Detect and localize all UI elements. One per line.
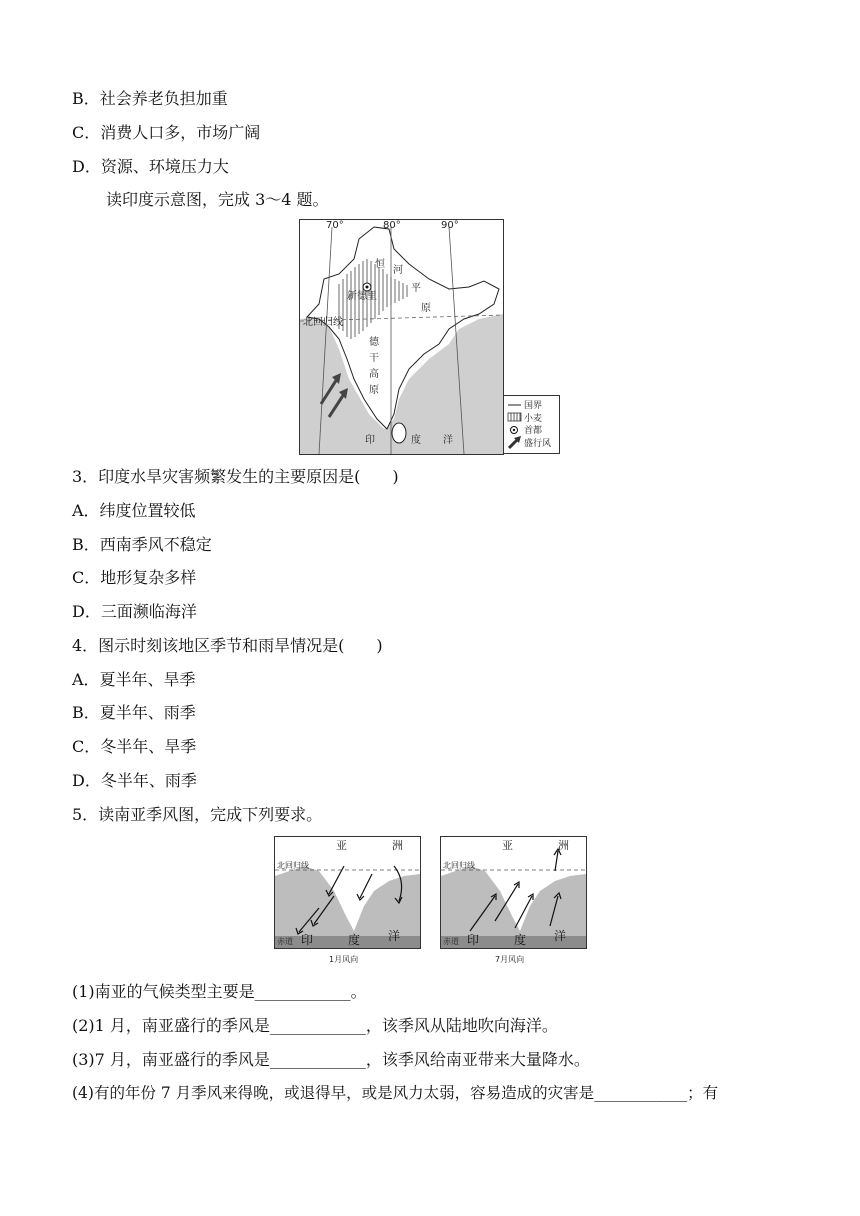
plateau-char-3: 高 <box>369 369 379 380</box>
ocean-char-2: 度 <box>411 435 421 446</box>
tropic-label: 北回归线 <box>443 861 475 870</box>
asia-char-2: 洲 <box>558 839 569 852</box>
legend-wheat: 小麦 <box>524 414 543 424</box>
question-5-3: (3)7 月，南亚盛行的季风是____________，该季风给南亚带来大量降水。 <box>72 1050 590 1069</box>
q3-option-b: B．西南季风不稳定 <box>72 535 212 554</box>
legend-border: 国界 <box>524 401 543 411</box>
map-intro: 读印度示意图，完成 3～4 题。 <box>106 190 329 209</box>
ocean-char-1: 印 <box>301 933 314 947</box>
equator-label: 赤道 <box>443 937 459 946</box>
ocean-char-2: 度 <box>514 933 527 947</box>
q4-option-a: A．夏半年、旱季 <box>72 670 196 689</box>
plain-char-2: 河 <box>393 265 403 276</box>
ocean-char-2: 度 <box>348 933 361 947</box>
q3-option-c: C．地形复杂多样 <box>72 568 197 587</box>
wheat-legend-icon <box>508 413 521 421</box>
equator-label: 赤道 <box>277 937 293 946</box>
monsoon-map-july <box>440 836 588 966</box>
q3-option-d: D．三面濒临海洋 <box>72 602 197 621</box>
legend-capital: 首都 <box>524 426 543 436</box>
india-map-figure <box>299 219 561 455</box>
ocean-char-3: 洋 <box>388 929 401 943</box>
q4-option-d: D．冬半年、雨季 <box>72 771 197 790</box>
plain-char-3: 平 <box>411 283 421 294</box>
caption-january: 1月风向 <box>329 955 359 964</box>
asia-char-2: 洲 <box>392 839 403 852</box>
map-legend <box>504 396 560 454</box>
ocean-char-3: 洋 <box>443 435 453 446</box>
longitude-80-label: 80° <box>383 220 401 231</box>
asia-char-1: 亚 <box>502 839 513 852</box>
longitude-70-label: 70° <box>326 220 344 231</box>
q3-option-a: A．纬度位置较低 <box>72 501 196 520</box>
question-4: 4．图示时刻该地区季节和雨旱情况是( ) <box>72 636 383 655</box>
question-5: 5．读南亚季风图，完成下列要求。 <box>72 805 323 824</box>
legend-wind: 盛行风 <box>524 439 552 449</box>
sri-lanka <box>392 423 406 443</box>
plateau-char-2: 干 <box>369 353 379 364</box>
question-5-1: (1)南亚的气候类型主要是____________。 <box>72 982 367 1001</box>
plain-char-1: 恒 <box>375 259 385 270</box>
caption-july: 7月风向 <box>495 955 525 964</box>
option-d-prev: D．资源、环境压力大 <box>72 157 229 176</box>
plateau-char-4: 原 <box>369 385 379 396</box>
asia-char-1: 亚 <box>336 839 347 852</box>
question-5-2: (2)1 月，南亚盛行的季风是____________，该季风从陆地吹向海洋。 <box>72 1016 558 1035</box>
ocean-char-1: 印 <box>467 933 480 947</box>
longitude-90-label: 90° <box>441 220 459 231</box>
q4-option-c: C．冬半年、旱季 <box>72 737 197 756</box>
question-3: 3．印度水旱灾害频繁发生的主要原因是( ) <box>72 467 399 486</box>
question-5-4: (4)有的年份 7 月季风来得晚，或退得早，或是风力太弱，容易造成的灾害是____________；有 <box>72 1084 719 1102</box>
monsoon-map-january <box>274 836 422 966</box>
ocean-char-1: 印 <box>365 435 375 446</box>
q4-option-b: B．夏半年、雨季 <box>72 703 196 722</box>
capital-label: 新德里 <box>347 291 377 302</box>
tropic-label: 北回归线 <box>277 861 309 870</box>
option-c-prev: C．消费人口多，市场广阔 <box>72 123 261 142</box>
tropic-label: 北回归线 <box>303 317 343 328</box>
plain-char-4: 原 <box>421 303 431 314</box>
ocean-char-3: 洋 <box>554 929 567 943</box>
option-b-prev: B．社会养老负担加重 <box>72 89 228 108</box>
plateau-char-1: 德 <box>369 337 379 348</box>
